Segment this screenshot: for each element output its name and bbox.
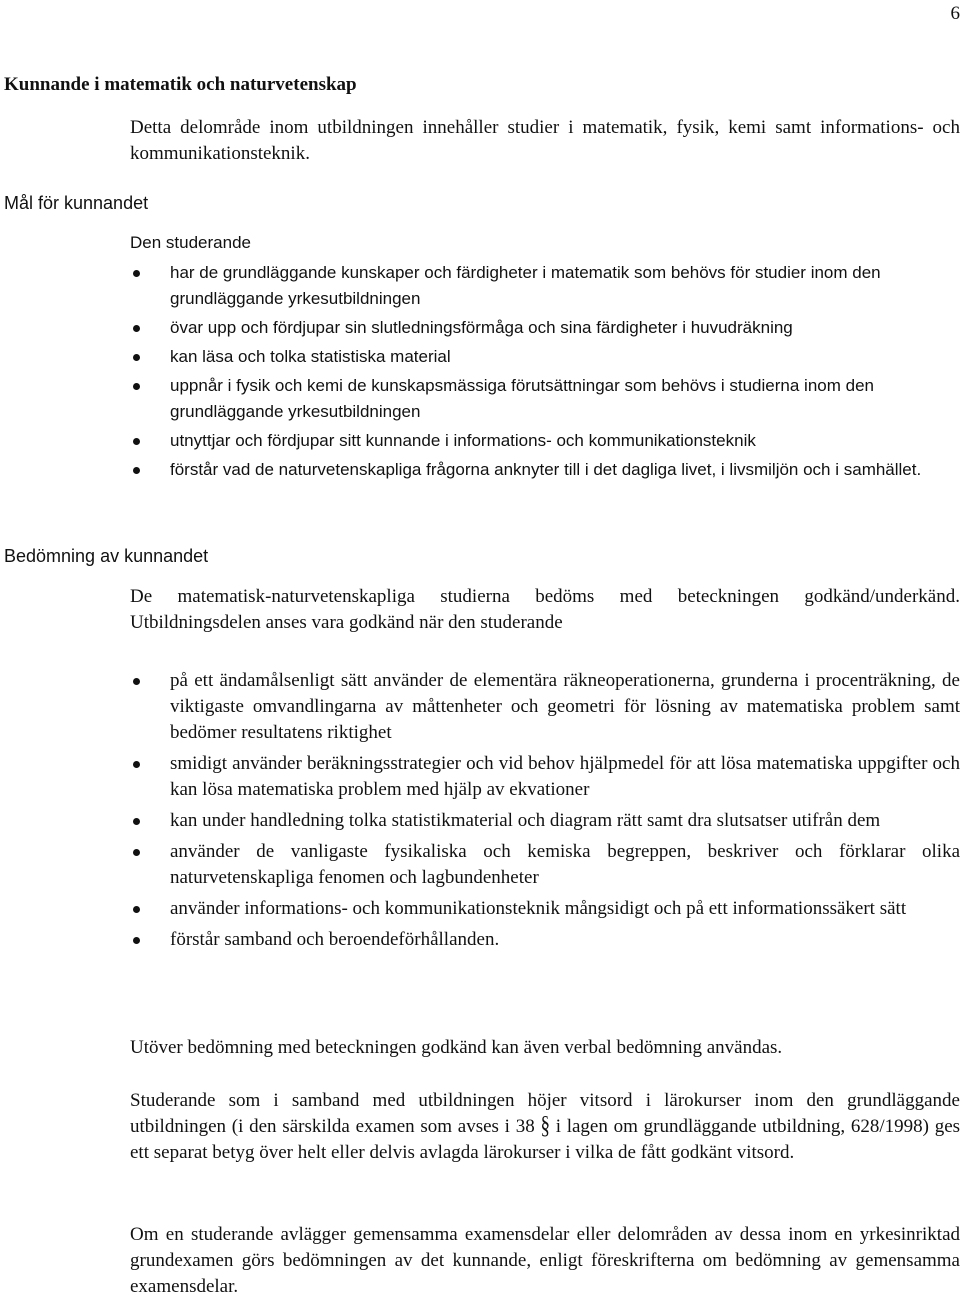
bullet-icon	[133, 467, 140, 474]
verbal-assessment-paragraph: Utöver bedömning med beteckningen godkänd kan även verbal bedömning användas.	[130, 1037, 783, 1058]
list-item	[130, 428, 960, 454]
list-item	[130, 457, 960, 483]
bullet-icon	[133, 818, 140, 825]
list-item	[130, 839, 960, 891]
page-number: 6	[950, 3, 960, 24]
goal-item-text: förstår vad de naturvetenskapliga frågorna anknyter till i det dagliga livet, i livsmiljön och i samhället.	[170, 460, 922, 479]
list-item	[130, 751, 960, 803]
assessment-item-text: använder de vanligaste fysikaliska och kemiska begreppen, beskriver och förklarar olika naturvetenskapliga fenomen och lagbundenheter	[170, 841, 960, 888]
bullet-icon	[133, 383, 140, 390]
bullet-icon	[133, 761, 140, 768]
list-item	[130, 315, 960, 341]
assessment-lead: De matematisk-naturvetenskapliga studierna bedöms med beteckningen godkänd/underkänd. Utbildningsdelen anses vara godkänd när den studerande	[130, 586, 960, 633]
goal-item-text: övar upp och fördjupar sin slutledningsförmåga och sina färdigheter i huvudräkning	[170, 318, 793, 337]
goals-heading: Mål för kunnandet	[4, 193, 149, 213]
goals-lead: Den studerande	[130, 233, 251, 252]
goals-list	[130, 260, 960, 486]
assessment-list	[130, 668, 960, 958]
goal-item-text: utnyttjar och fördjupar sitt kunnande i informations- och kommunikationsteknik	[170, 431, 756, 450]
goal-item-text: uppnår i fysik och kemi de kunskapsmässiga förutsättningar som behövs i studierna inom den grundläggande yrkesutbildningen	[170, 376, 874, 421]
bullet-icon	[133, 354, 140, 361]
assessment-item-text: på ett ändamålsenligt sätt använder de elementära räkneoperationerna, grunderna i procenträkning, de viktigaste omvandlingarna av måttenheter och geometri för lösning av matematiska problem samt bedömer resultatens riktighet	[170, 670, 960, 743]
intro-paragraph: Detta delområde inom utbildningen innehåller studier i matematik, fysik, kemi samt informations- och kommunikationsteknik.	[130, 117, 960, 164]
goal-item-text: har de grundläggande kunskaper och färdigheter i matematik som behövs för studier inom den grundläggande yrkesutbildningen	[170, 263, 881, 308]
bullet-icon	[133, 270, 140, 277]
credit-text-before: Studerande som i samband med utbildningen höjer vitsord i lärokurser inom den grundläggande utbildningen (i den särskilda examen som avses i 38	[130, 1090, 960, 1137]
bullet-icon	[133, 325, 140, 332]
assessment-item-text: förstår samband och beroendeförhållanden.	[170, 929, 500, 950]
list-item	[130, 373, 960, 425]
list-item	[130, 808, 960, 834]
goal-item-text: kan läsa och tolka statistiska material	[170, 347, 451, 366]
bullet-icon	[133, 678, 140, 685]
section-sign: §	[540, 1112, 550, 1141]
assessment-item-text: använder informations- och kommunikationsteknik mångsidigt och på ett informationssäkert sätt	[170, 898, 907, 919]
list-item	[130, 344, 960, 370]
list-item	[130, 260, 960, 312]
list-item	[130, 927, 960, 953]
common-parts-paragraph: Om en studerande avlägger gemensamma examensdelar eller delområden av dessa inom en yrkesinriktad grundexamen görs bedömningen av det kunnande, enligt föreskrifterna om bedömning av gemensamma examensdelar.	[130, 1224, 960, 1297]
bullet-icon	[133, 849, 140, 856]
bullet-icon	[133, 906, 140, 913]
list-item	[130, 896, 960, 922]
assessment-heading: Bedömning av kunnandet	[4, 546, 209, 566]
credit-text-after: i lagen om grundläggande utbildning, 628/1998) ges ett separat betyg över helt eller delvis avlagda lärokurser i vilka de fått godkänt vitsord.	[130, 1116, 960, 1163]
assessment-item-text: kan under handledning tolka statistikmaterial och diagram rätt samt dra slutsatser utifrån dem	[170, 810, 881, 831]
bullet-icon	[133, 438, 140, 445]
assessment-item-text: smidigt använder beräkningsstrategier och vid behov hjälpmedel för att lösa matematiska uppgifter och kan lösa matematiska problem med hjälp av ekvationer	[170, 753, 960, 800]
credit-paragraph	[130, 1088, 960, 1166]
section-title: Kunnande i matematik och naturvetenskap	[4, 74, 357, 95]
list-item	[130, 668, 960, 746]
bullet-icon	[133, 937, 140, 944]
